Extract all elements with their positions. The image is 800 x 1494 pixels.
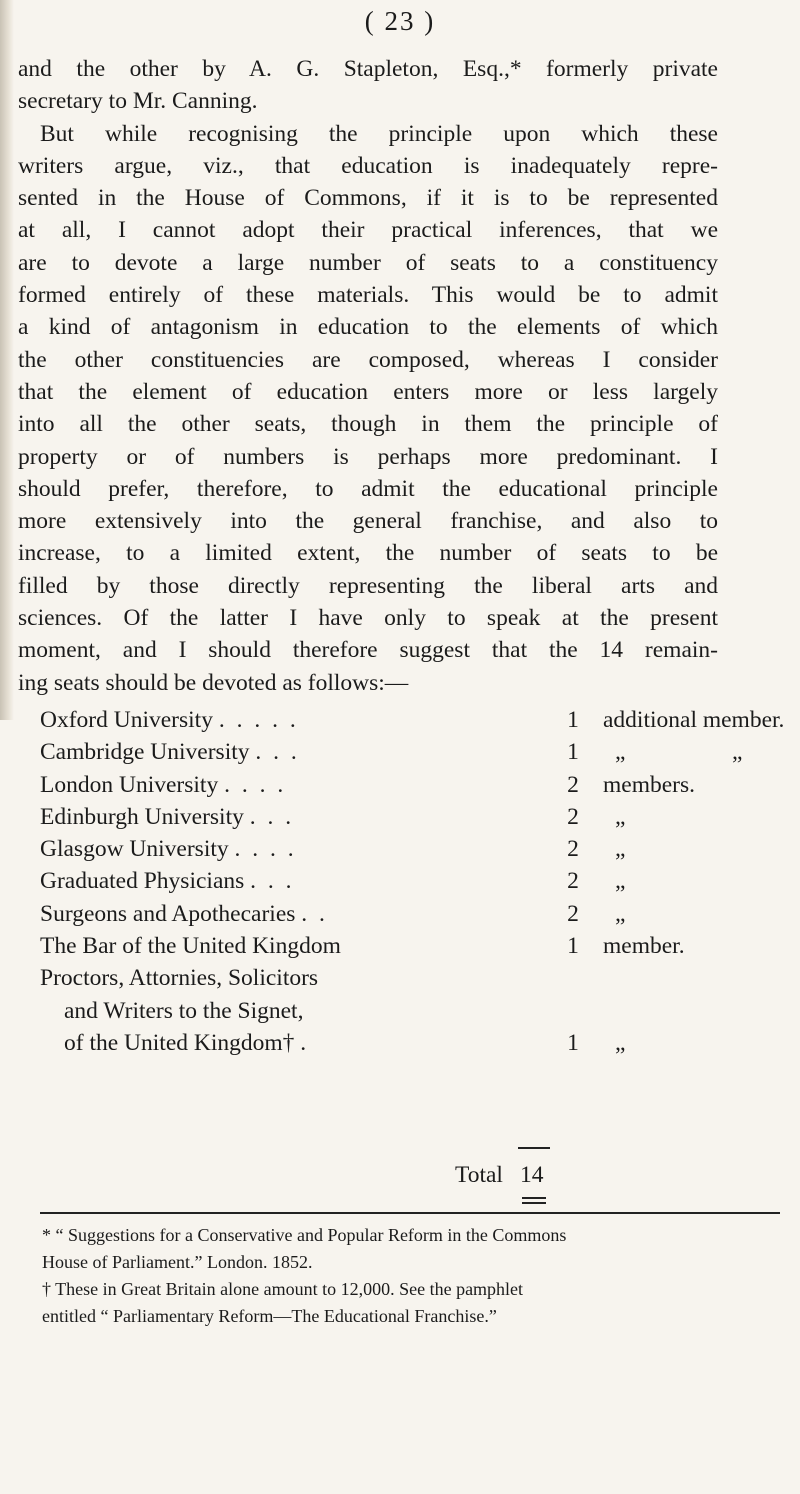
body-line: secretary to Mr. Canning. [18,88,258,115]
body-line: increase, to a limited extent, the number of seats to be [18,540,718,567]
body-line: filled by those directly representing the liberal arts and [18,572,718,599]
institution-name: The Bar of the United Kingdom [40,933,341,960]
institution-name: Proctors, Attornies, Solicitors [40,965,319,992]
body-line: sciences. Of the latter I have only to speak at the present [18,605,718,632]
body-line: ing seats should be devoted as follows:— [18,669,409,696]
seat-unit: members. [603,771,696,798]
double-rule [522,1197,546,1199]
body-line: and the other by A. G. Stapleton, Esq.,* formerly private [18,56,718,82]
footnote-line: * “ Suggestions for a Conservative and Popular Reform in the Commons [42,1225,567,1245]
institution-name: Surgeons and Apothecaries . . [40,900,328,927]
ditto-mark: „ [615,1029,626,1056]
ditto-mark: „ [732,739,743,766]
table-row [40,930,780,962]
seat-count: 2 [567,868,579,895]
footnote-line: House of Parliament.” London. 1852. [42,1252,313,1272]
body-line: moment, and I should therefore suggest that the 14 remain- [18,637,718,664]
body-line: property or of numbers is perhaps more predominant. I [18,443,718,470]
seat-unit: member. [603,933,685,960]
seat-count: 1 [567,707,579,733]
table-row [40,769,780,801]
body-line: are to devote a large number of seats to a constituency [18,249,718,276]
institution-name: Graduated Physicians . . . [40,868,295,895]
total-value: 14 [520,1162,544,1188]
ditto-mark: „ [615,900,626,927]
seat-count: 2 [567,803,579,830]
seats-table [40,704,785,1059]
institution-name: Oxford University . . . . . [40,707,299,733]
seat-count: 2 [567,900,579,927]
double-rule [522,1202,546,1204]
body-line: formed entirely of these materials. This would be to admit [18,282,718,309]
seat-count: 1 [567,1029,579,1056]
seat-count: 2 [567,836,579,863]
table-row [40,1027,780,1059]
body-line: sented in the House of Commons, if it is to be represented [18,185,718,212]
table-row [40,865,780,897]
footnote-line: entitled “ Parliamentary Reform—The Educational Franchise.” [42,1306,497,1326]
institution-name: Cambridge University . . . [40,739,300,766]
page-number: ( 23 ) [364,6,436,36]
footnotes [42,1222,780,1330]
total-label: Total [455,1162,503,1188]
body-line: into all the other seats, though in them the principle of [18,411,718,438]
seat-count: 1 [567,739,579,766]
table-row [40,704,785,736]
body-line: writers argue, viz., that education is inadequately repre- [18,152,718,179]
table-row [40,962,780,994]
seat-count: 2 [567,771,579,798]
seat-count: 1 [567,933,579,960]
body-line: But while recognising the principle upon which these [40,120,718,147]
table-row [40,801,780,833]
page-gutter-shadow [0,0,14,720]
seat-unit: additional member. [603,707,785,733]
body-line: the other constituencies are composed, whereas I consider [18,346,718,373]
body-line: at all, I cannot adopt their practical inferences, that we [18,217,718,244]
ditto-mark: „ [615,836,626,863]
table-row [40,736,780,768]
table-row [40,898,780,930]
institution-name: London University . . . . [40,771,287,798]
body-line: a kind of antagonism in education to the elements of which [18,314,718,341]
table-row [40,995,780,1027]
institution-name: Edinburgh University . . . [40,803,295,830]
footnote-divider [40,1212,780,1214]
institution-name: Glasgow University . . . . [40,836,297,863]
institution-name: of the United Kingdom† . [64,1029,310,1056]
body-line: more extensively into the general franchise, and also to [18,508,718,535]
ditto-mark: „ [615,803,626,830]
body-line: should prefer, therefore, to admit the educational principle [18,475,718,502]
table-row [40,833,780,865]
institution-name: and Writers to the Signet, [64,997,304,1024]
body-text [18,53,718,699]
sum-rule [518,1147,550,1149]
ditto-mark: „ [615,739,626,766]
ditto-mark: „ [615,868,626,895]
body-line: that the element of education enters more or less largely [18,378,718,405]
footnote-line: † These in Great Britain alone amount to 12,000. See the pamphlet [42,1279,524,1299]
